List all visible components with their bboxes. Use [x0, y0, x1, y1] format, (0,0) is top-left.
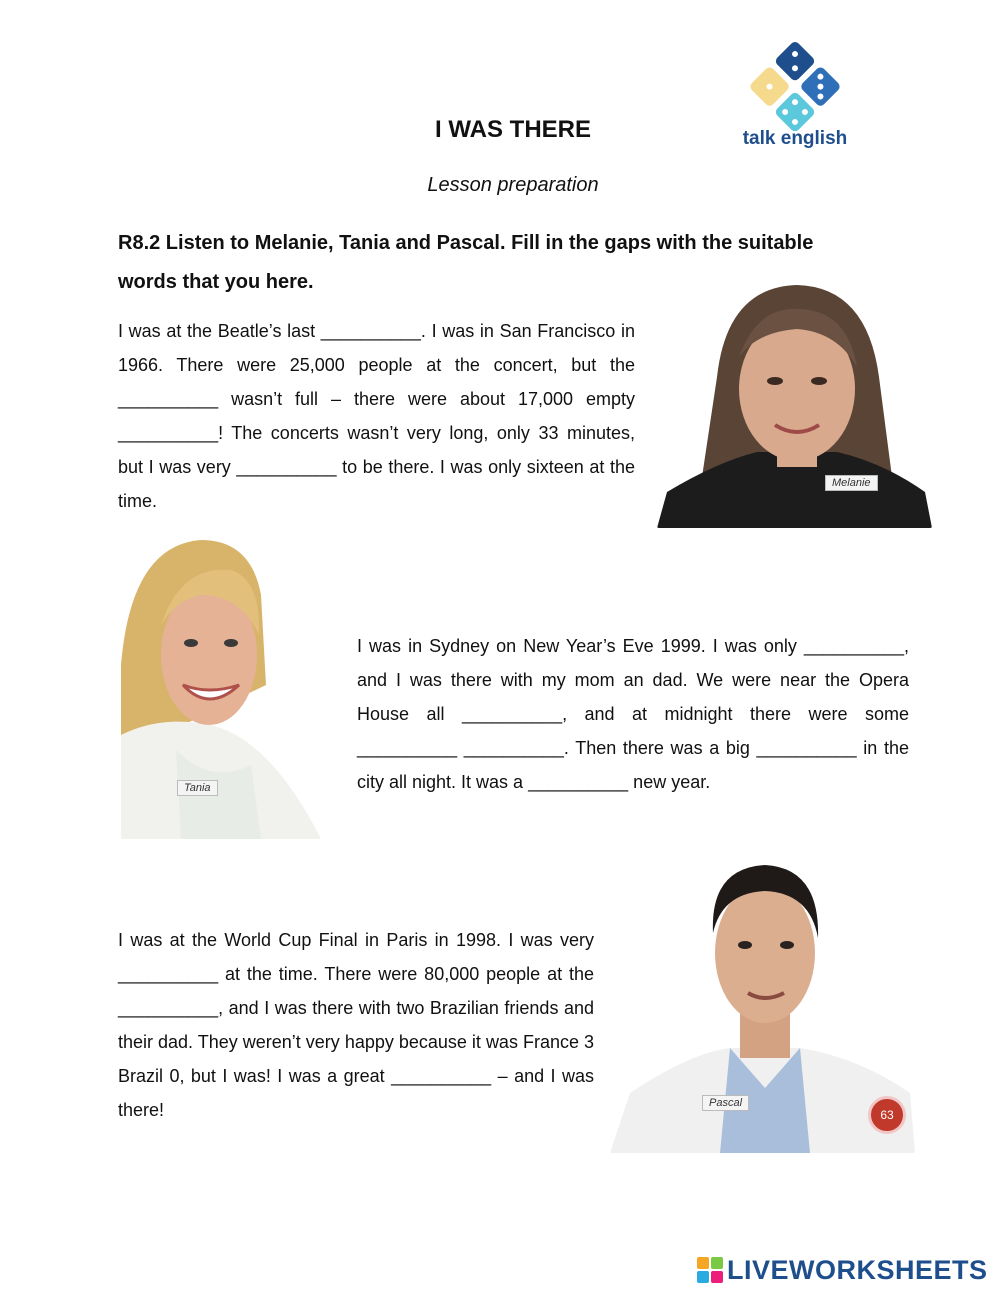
liveworksheets-text: LIVEWORKSHEETS: [727, 1254, 988, 1285]
liveworksheets-icon: [697, 1257, 723, 1283]
page-number-badge: 63: [868, 1096, 906, 1134]
melanie-paragraph: I was at the Beatle’s last __________. I was in San Francisco in 1966. There were 25,000 people at the concert, but the __________ wasn’t full – there were about 17,000 empty __________! The concerts wasn’t very long, only 33 minutes, but I was very __________ to be there. I was only sixteen at the time.: [118, 321, 635, 511]
tania-photo: [121, 535, 321, 839]
pascal-paragraph: I was at the World Cup Final in Paris in 1998. I was very __________ at the time. There were 80,000 people at the __________, and I was there with two Brazilian friends and their dad. They weren’t very happy because it was France 3 Brazil 0, but I was! I was a great __________ – and I was there!: [118, 930, 594, 1120]
page-title: I WAS THERE: [434, 116, 591, 143]
melanie-name-tag: Melanie: [825, 475, 878, 491]
pascal-name-tag: Pascal: [702, 1095, 749, 1111]
tania-paragraph: I was in Sydney on New Year’s Eve 1999. I was only __________, and I was there with my mom an dad. We were near the Opera House all __________, and at midnight there were some __________ __________. Then there was a big __________ in the city all night. It was a __________ new year.: [357, 636, 909, 792]
melanie-photo: [657, 277, 932, 528]
pascal-photo: [610, 843, 915, 1153]
tania-name-tag: Tania: [177, 780, 218, 796]
instruction-text: R8.2 Listen to Melanie, Tania and Pascal. Fill in the gaps with the suitable words that you here.: [118, 232, 814, 293]
liveworksheets-brand: [697, 1255, 988, 1285]
page-subtitle: Lesson preparation: [427, 174, 599, 196]
logo-text: talk english: [742, 128, 848, 149]
